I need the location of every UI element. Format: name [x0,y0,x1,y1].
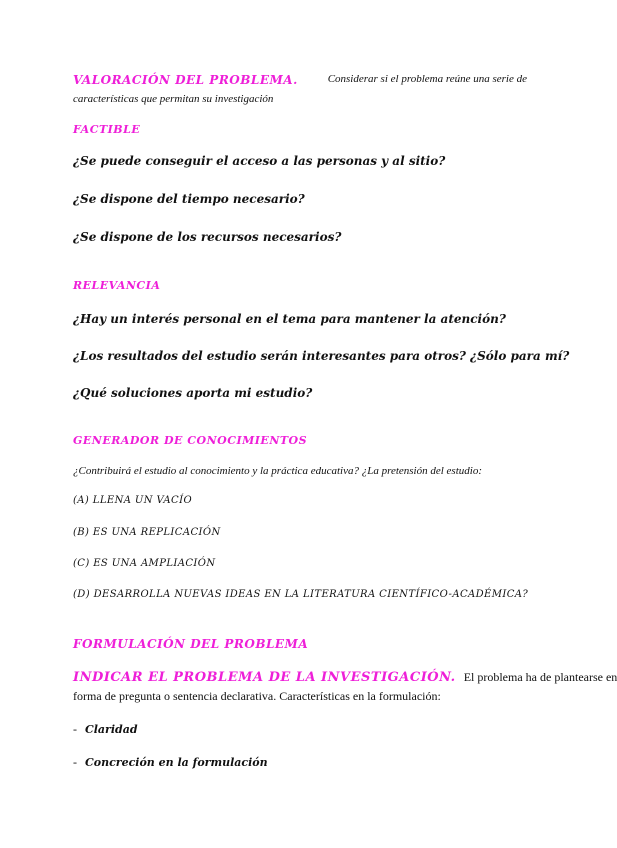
generador-option: (D) DESARROLLA NUEVAS IDEAS EN LA LITERATURA CIENTÍFICO-ACADÉMICA? [73,589,529,600]
formulacion-heading: FORMULACIÓN DEL PROBLEMA [73,637,309,651]
generador-intro: ¿Contribuirá el estudio al conocimiento y la práctica educativa? ¿La pretensión del estudio: [73,465,482,477]
relevancia-question: ¿Qué soluciones aporta mi estudio? [73,386,313,400]
generador-heading: GENERADOR DE CONOCIMIENTOS [73,434,308,447]
formulacion-text-line2: forma de pregunta o sentencia declarativa. Características en la formulación: [73,689,441,703]
list-item [73,720,138,738]
valoracion-intro-line1: Considerar si el problema reúne una serie de [327,73,527,85]
list-item [73,753,268,771]
generador-option: (B) ES UNA REPLICACIÓN [73,527,221,538]
factible-question: ¿Se dispone de los recursos necesarios? [73,230,342,244]
generador-option: (A) LLENA UN VACÍO [73,495,193,506]
valoracion-heading: VALORACIÓN DEL PROBLEMA. [73,73,298,87]
formulacion-text-line1: El problema ha de plantearse en [463,670,617,684]
relevancia-question: ¿Los resultados del estudio serán interesantes para otros? ¿Sólo para mí? [73,349,570,363]
factible-heading: FACTIBLE [73,123,141,136]
bullet-marker: - [73,755,77,769]
bullet-text: Claridad [85,723,138,736]
generador-option: (C) ES UNA AMPLIACIÓN [73,558,216,569]
relevancia-heading: RELEVANCIA [73,279,161,292]
factible-question: ¿Se puede conseguir el acceso a las personas y al sitio? [73,154,446,168]
factible-question: ¿Se dispone del tiempo necesario? [73,192,305,206]
valoracion-line [73,73,527,87]
valoracion-intro-line2: características que permitan su investigación [73,93,274,105]
relevancia-question: ¿Hay un interés personal en el tema para mantener la atención? [73,312,506,326]
formulacion-line [73,670,617,685]
bullet-text: Concreción en la formulación [85,756,268,769]
formulacion-subheading: INDICAR EL PROBLEMA DE LA INVESTIGACIÓN. [73,670,456,685]
bullet-marker: - [73,722,77,736]
